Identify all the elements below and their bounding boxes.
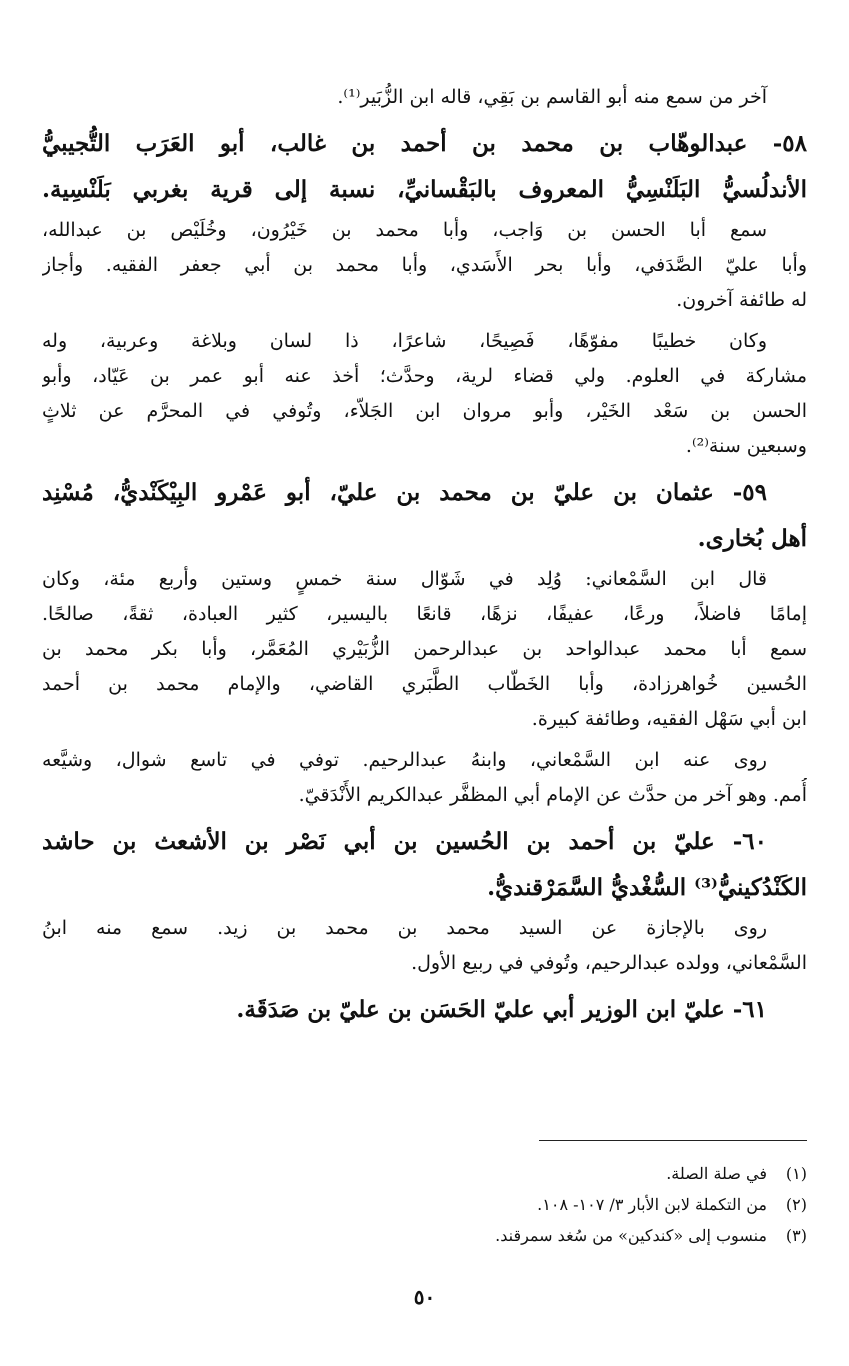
entry-60 [42, 819, 807, 981]
footnote-number: (١) [785, 1164, 807, 1183]
text-line: له طائفة آخرون. [676, 289, 807, 311]
entry-heading: الأندلُسيُّ البَلَنْسِيُّ المعروف بالبَقْسانيِّ، نسبة إلى قرية بغربي بَلَنْسِية. [42, 176, 807, 203]
footnote-text: منسوب إلى «كندكين» من سُغد سمرقند. [495, 1226, 767, 1245]
footnote-item [42, 1220, 807, 1251]
entry-heading: أهل بُخارى. [697, 525, 807, 552]
paragraph [42, 324, 807, 464]
text-line: وسبعين سنة⁽²⁾. [685, 435, 807, 457]
text-line: مشاركة في العلوم. ولي قضاء لرية، وحدَّث؛ أخذ عنه أبو عمر بن عَيّاد، وأبو [42, 365, 807, 387]
paragraph [42, 911, 807, 981]
entry-58 [42, 121, 807, 464]
entry-61 [42, 987, 807, 1033]
footnote-text: من التكملة لابن الأبار ٣/ ١٠٧- ١٠٨. [537, 1195, 767, 1214]
text-line: روى بالإجازة عن السيد محمد بن محمد بن زيد. سمع منه ابنُ [42, 917, 767, 939]
text-line: السَّمْعاني، وولده عبدالرحيم، وتُوفي في ربيع الأول. [411, 952, 807, 974]
entry-heading: ٦٠- عليّ بن أحمد بن الحُسين بن أبي نَصْر بن الأشعث بن حاشد [42, 828, 767, 855]
footnote-separator [539, 1140, 807, 1141]
opening-paragraph [42, 80, 807, 115]
paragraph [42, 743, 807, 813]
text-line: أُمم. وهو آخر من حدَّث عن الإمام أبي المظفَّر عبدالكريم الأَنْدَقيّ. [298, 784, 807, 806]
text-line: الحسن بن سَعْد الخَيْر، وأبو مروان ابن الجَلاّء، وتُوفي في المحرَّم عن ثلاثٍ [42, 400, 807, 422]
paragraph [42, 562, 807, 737]
text-line: الحُسين خُواهرزادة، وأبا الخَطّاب الطَّبَري القاضي، والإمام محمد بن أحمد [42, 673, 807, 695]
text-line: قال ابن السَّمْعاني: وُلِد في شَوّال سنة خمسٍ وستين وأربع مئة، وكان [42, 568, 767, 590]
text-line: ابن أبي سَهْل الفقيه، وطائفة كبيرة. [531, 708, 807, 730]
entry-heading: الكَنْدُكينيُّ⁽³⁾ السُّغْديُّ السَّمَرْقنديُّ. [487, 874, 807, 901]
footnote-item [42, 1158, 807, 1189]
text-line: سمع أبا محمد عبدالواحد بن عبدالرحمن الزُّبَيْري المُعَمَّر، وأبا بكر محمد بن [42, 638, 807, 660]
footnote-text: في صلة الصلة. [666, 1164, 767, 1183]
footnote-number: (٢) [785, 1195, 807, 1214]
paragraph [42, 213, 807, 318]
entry-59 [42, 470, 807, 813]
text-line: روى عنه ابن السَّمْعاني، وابنهُ عبدالرحيم. توفي في تاسع شوال، وشيَّعه [42, 749, 767, 771]
footnote-item [42, 1189, 807, 1220]
text-line: وكان خطيبًا مفوّهًا، فَصِيحًا، شاعرًا، ذا لسان وبلاغة وعربية، وله [42, 330, 768, 352]
text-line: سمع أبا الحسن بن وَاجب، وأبا محمد بن خَيْرُون، وخُلَيْص بن عبدالله، [42, 219, 767, 241]
page-number: ٥٠ [413, 1285, 436, 1309]
footnote-number: (٣) [785, 1226, 807, 1245]
entry-heading: ٥٨- عبدالوهّاب بن محمد بن أحمد بن غالب، أبو العَرَب التُّجيبيُّ [42, 130, 807, 157]
text-line: إمامًا فاضلاً، ورعًا، عفيفًا، نزهًا، قانعًا باليسير، كثير العبادة، ثقةً، صالحًا. [42, 603, 807, 625]
entry-heading: ٥٩- عثمان بن عليّ بن محمد بن عليّ، أبو عَمْرو البِيْكَنْديُّ، مُسْنِد [42, 479, 767, 506]
footnotes [42, 1158, 807, 1251]
entry-heading: ٦١- عليّ ابن الوزير أبي عليّ الحَسَن بن عليّ بن صَدَقَة. [236, 996, 767, 1023]
text-line: وأبا عليّ الصَّدَفي، وأبا بحر الأَسَدي، وأبا محمد بن أبي جعفر الفقيه. وأجاز [42, 254, 807, 276]
text-line: آخر من سمع منه أبو القاسم بن بَقِي، قاله ابن الزُّبَير⁽¹⁾. [337, 86, 767, 108]
